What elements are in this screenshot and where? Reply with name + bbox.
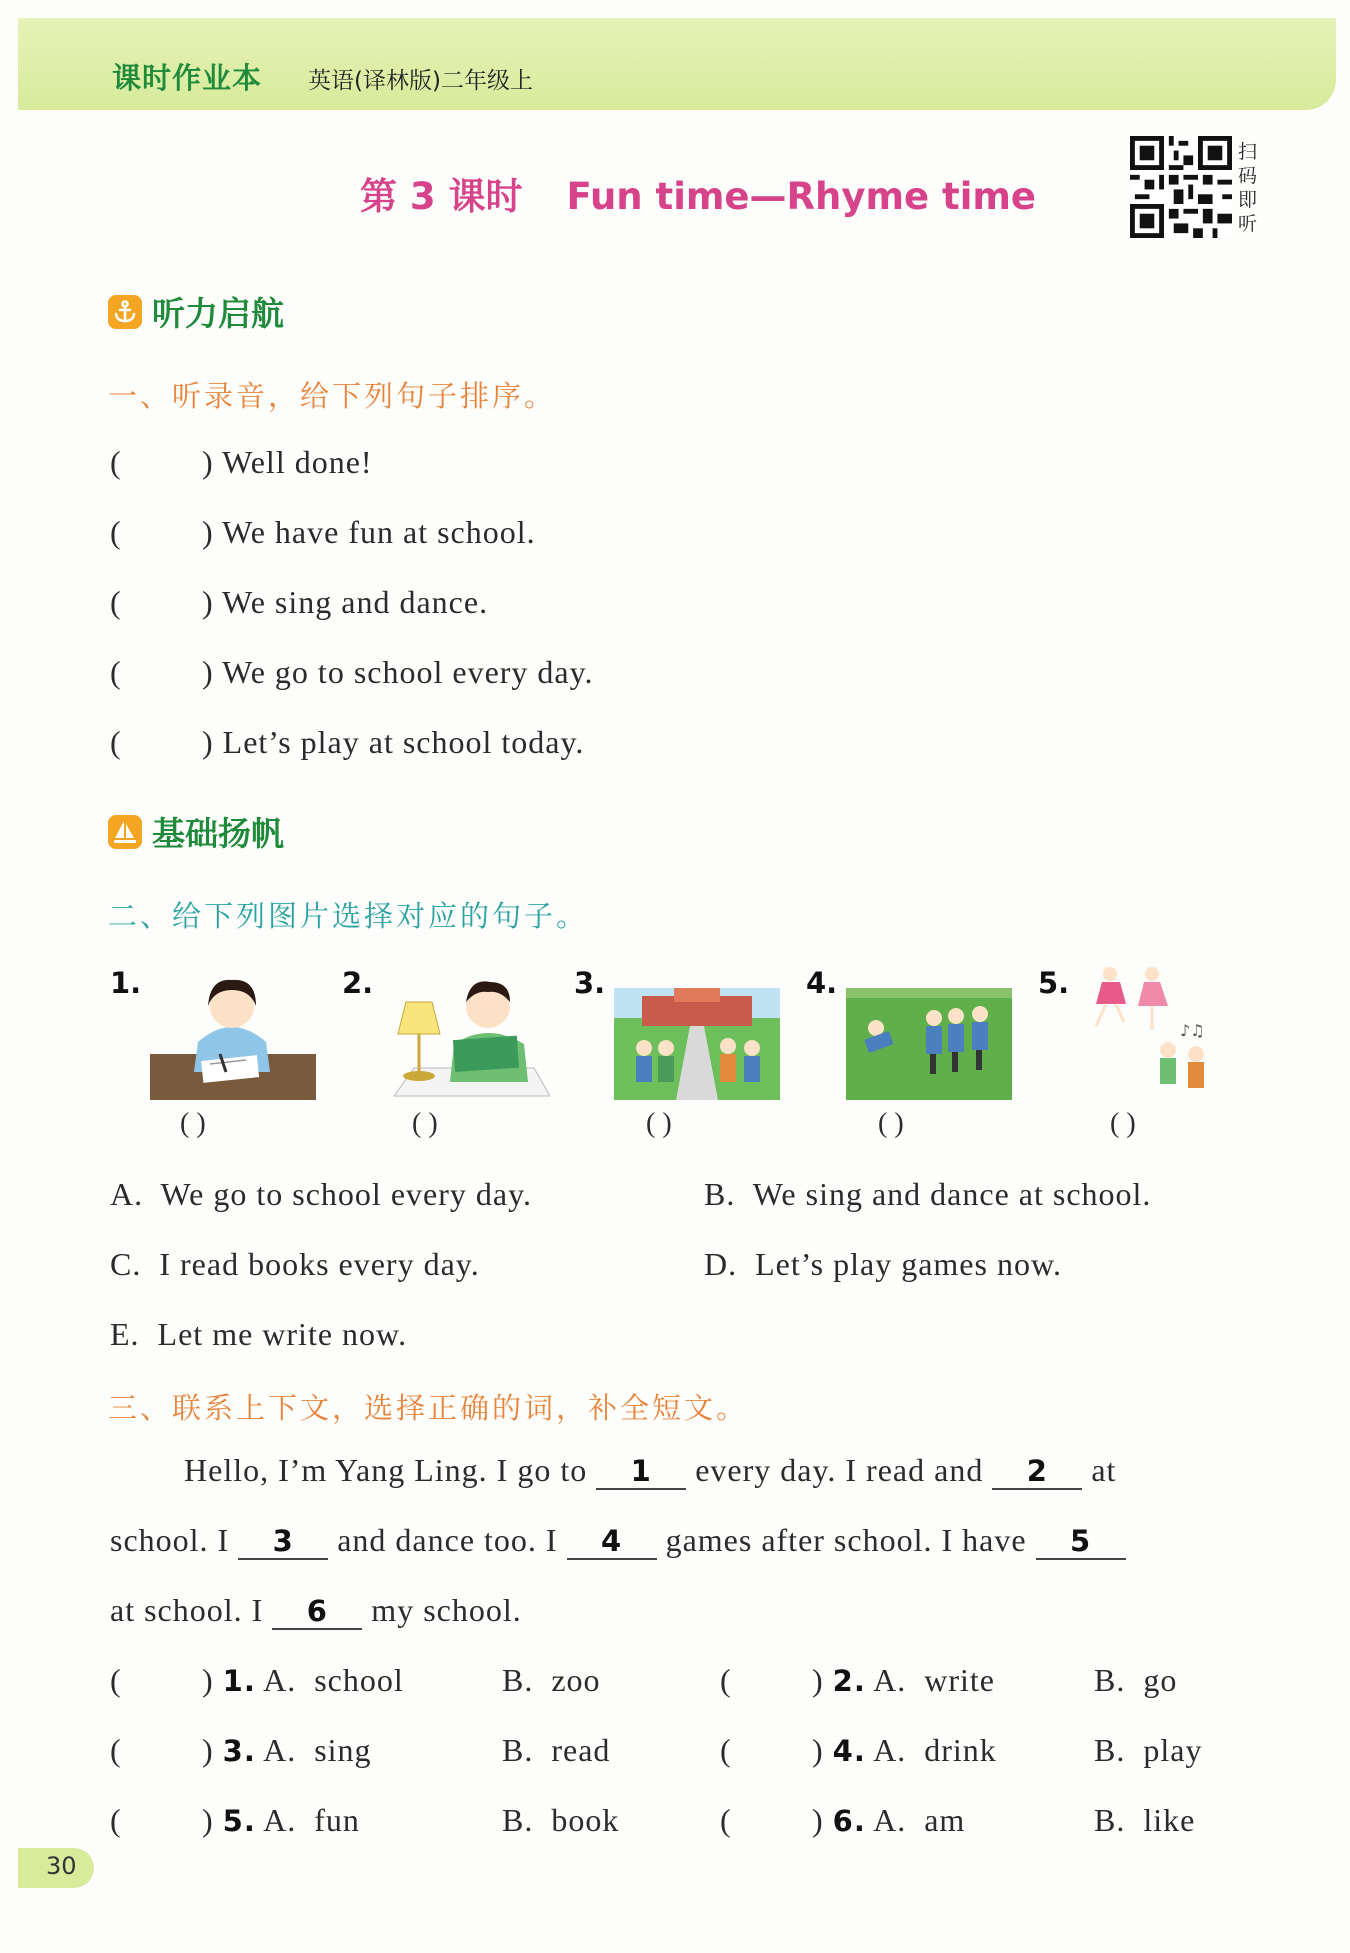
- question-1-b: B. zoo: [502, 1662, 601, 1698]
- picture-answer-blank[interactable]: ( ): [1110, 1108, 1136, 1139]
- picture-going-to-school: [614, 988, 780, 1100]
- sail-icon: [108, 815, 142, 849]
- task1-item-5: ( ) Let’s play at school today.: [110, 724, 585, 760]
- answer-paren[interactable]: (: [110, 444, 122, 480]
- sentence: Well done!: [222, 444, 373, 480]
- sentence: We sing and dance.: [222, 584, 489, 620]
- picture-number: 4.: [806, 966, 838, 1000]
- task2-title: 二、给下列图片选择对应的句子。: [108, 899, 589, 933]
- picture-number: 3.: [574, 966, 606, 1000]
- answer-paren[interactable]: (: [720, 1732, 732, 1768]
- passage-line-2: school. I 3 and dance too. I 4 games after school. I have 5: [110, 1522, 1126, 1560]
- question-4: ( ) 4. A. drink: [720, 1732, 997, 1768]
- picture-boy-reading: [384, 972, 550, 1100]
- question-1: ( ) 1. A. school: [110, 1662, 404, 1698]
- answer-paren[interactable]: (: [110, 1802, 122, 1838]
- question-4-b: B. play: [1094, 1732, 1203, 1768]
- option-a: A. We go to school every day.: [110, 1176, 532, 1212]
- passage-blank-5[interactable]: 5: [1036, 1524, 1126, 1560]
- picture-number: 2.: [342, 966, 374, 1000]
- section-listening: [108, 288, 284, 335]
- answer-paren[interactable]: (: [110, 1662, 122, 1698]
- answer-paren[interactable]: (: [110, 1732, 122, 1768]
- picture-playing-games: [846, 988, 1012, 1100]
- answer-paren[interactable]: (: [110, 514, 122, 550]
- page-number: 30: [46, 1852, 77, 1880]
- picture-answer-blank[interactable]: ( ): [180, 1108, 206, 1139]
- picture-girl-writing: [150, 972, 316, 1100]
- question-6: ( ) 6. A. am: [720, 1802, 966, 1838]
- book-subtitle: 英语(译林版)二年级上: [308, 68, 533, 94]
- task3-title: 三、联系上下文，选择正确的词，补全短文。: [108, 1391, 749, 1425]
- question-5: ( ) 5. A. fun: [110, 1802, 360, 1838]
- picture-answer-blank[interactable]: ( ): [412, 1108, 438, 1139]
- question-6-b: B. like: [1094, 1802, 1196, 1838]
- option-b: B. We sing and dance at school.: [704, 1176, 1152, 1212]
- book-brand: 课时作业本: [112, 61, 263, 95]
- option-c: C. I read books every day.: [110, 1246, 480, 1282]
- answer-paren[interactable]: (: [720, 1802, 732, 1838]
- picture-number: 1.: [110, 966, 142, 1000]
- answer-paren[interactable]: (: [720, 1662, 732, 1698]
- lesson-title: [360, 166, 1036, 220]
- qr-scan-label: 扫码即听: [1238, 141, 1258, 235]
- task1-item-3: ( ) We sing and dance.: [110, 584, 489, 620]
- answer-paren[interactable]: (: [110, 584, 122, 620]
- answer-paren[interactable]: (: [110, 654, 122, 690]
- section-basics: [108, 808, 284, 855]
- passage-blank-1[interactable]: 1: [596, 1454, 686, 1490]
- passage-line-3: at school. I 6 my school.: [110, 1592, 522, 1628]
- question-5-b: B. book: [502, 1802, 620, 1838]
- anchor-icon: [108, 295, 142, 329]
- svg-text:♪♫: ♪♫: [1180, 1021, 1205, 1040]
- passage-blank-6[interactable]: 6: [272, 1594, 362, 1630]
- question-3: ( ) 3. A. sing: [110, 1732, 372, 1768]
- question-2-b: B. go: [1094, 1662, 1178, 1698]
- sentence: Let’s play at school today.: [222, 724, 585, 760]
- task1-item-1: ( ) Well done!: [110, 444, 373, 480]
- passage-blank-2[interactable]: 2: [992, 1454, 1082, 1490]
- question-2: ( ) 2. A. write: [720, 1662, 995, 1698]
- lesson-topic: Fun time—Rhyme time: [566, 175, 1037, 218]
- task1-title: 一、听录音，给下列句子排序。: [108, 379, 557, 413]
- picture-answer-blank[interactable]: ( ): [646, 1108, 672, 1139]
- passage-blank-3[interactable]: 3: [238, 1524, 328, 1560]
- passage-blank-4[interactable]: 4: [567, 1524, 657, 1560]
- sentence: We have fun at school.: [222, 514, 536, 550]
- picture-singing-dancing: [1080, 960, 1246, 1100]
- option-d: D. Let’s play games now.: [704, 1246, 1062, 1282]
- sentence: We go to school every day.: [222, 654, 594, 690]
- section-basics-title: 基础扬帆: [152, 814, 284, 853]
- question-3-b: B. read: [502, 1732, 611, 1768]
- qr-code-icon[interactable]: [1130, 136, 1232, 238]
- picture-number: 5.: [1038, 966, 1070, 1000]
- task1-item-2: ( ) We have fun at school.: [110, 514, 536, 550]
- lesson-number: 第 3 课时: [360, 175, 523, 218]
- task1-item-4: ( ) We go to school every day.: [110, 654, 594, 690]
- passage-line-1: Hello, I’m Yang Ling. I go to 1 every day. I read and 2 at: [184, 1452, 1117, 1488]
- answer-paren[interactable]: (: [110, 724, 122, 760]
- picture-answer-blank[interactable]: ( ): [878, 1108, 904, 1139]
- section-listening-title: 听力启航: [152, 294, 284, 333]
- option-e: E. Let me write now.: [110, 1316, 408, 1352]
